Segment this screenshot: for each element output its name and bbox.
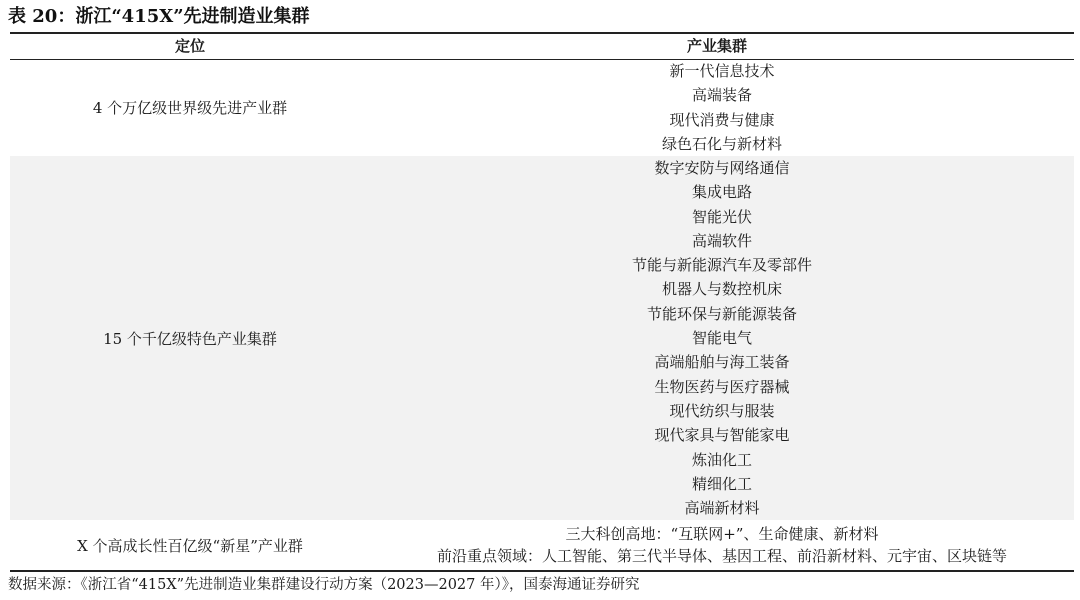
cluster-item: 智能光伏 (691, 207, 752, 226)
cluster-item: 节能环保与新能源装备 (646, 304, 797, 323)
header-position: 定位 (174, 37, 205, 55)
cluster-item: 现代家具与智能家电 (654, 426, 790, 445)
cluster-item: 数字安防与网络通信 (654, 159, 790, 177)
table-title: 表 20：浙江“415X”先进制造业集群 (8, 6, 310, 27)
cluster-item: 节能与新能源汽车及零部件 (631, 256, 812, 275)
cluster-item: 三大科创高地：“互联网+”、生命健康、新材料 (565, 525, 879, 543)
group-position: 4 个万亿级世界级先进产业群 (92, 99, 288, 117)
cluster-item: 生物医药与医疗器械 (654, 377, 790, 396)
cluster-item: 高端船舶与海工装备 (654, 353, 790, 372)
cluster-item: 集成电路 (691, 183, 752, 202)
cluster-item: 高端软件 (691, 231, 752, 250)
table-group-hundred-billion (10, 156, 1074, 520)
cluster-item: 现代纺织与服装 (669, 401, 775, 420)
cluster-list (370, 156, 1074, 520)
group-position: 15 个千亿级特色产业集群 (103, 329, 277, 348)
cluster-list (370, 523, 1074, 567)
cluster-item: 绿色石化与新材料 (661, 134, 782, 153)
cluster-item: 前沿重点领域：人工智能、第三代半导体、基因工程、前沿新材料、元宇宙、区块链等 (436, 547, 1007, 565)
bottom-rule (10, 570, 1074, 572)
cluster-item: 现代消费与健康 (669, 110, 775, 129)
table-group-rising-star (10, 520, 1074, 570)
table-group-trillion (10, 59, 1074, 156)
header-clusters: 产业集群 (686, 37, 747, 55)
cluster-item: 高端新材料 (684, 499, 760, 518)
cluster-item: 机器人与数控机床 (661, 280, 782, 299)
cluster-item: 精细化工 (691, 474, 752, 493)
data-source-note: 数据来源：《浙江省“415X”先进制造业集群建设行动方案（2023—2027 年）》，国泰海通证券研究 (8, 577, 640, 593)
cluster-list (370, 59, 1074, 156)
cluster-item: 高端装备 (691, 86, 752, 105)
cluster-item: 炼油化工 (691, 450, 752, 469)
cluster-item: 新一代信息技术 (669, 62, 775, 80)
cluster-item: 智能电气 (691, 329, 752, 348)
group-position: X 个高成长性百亿级“新星”产业群 (77, 536, 303, 555)
